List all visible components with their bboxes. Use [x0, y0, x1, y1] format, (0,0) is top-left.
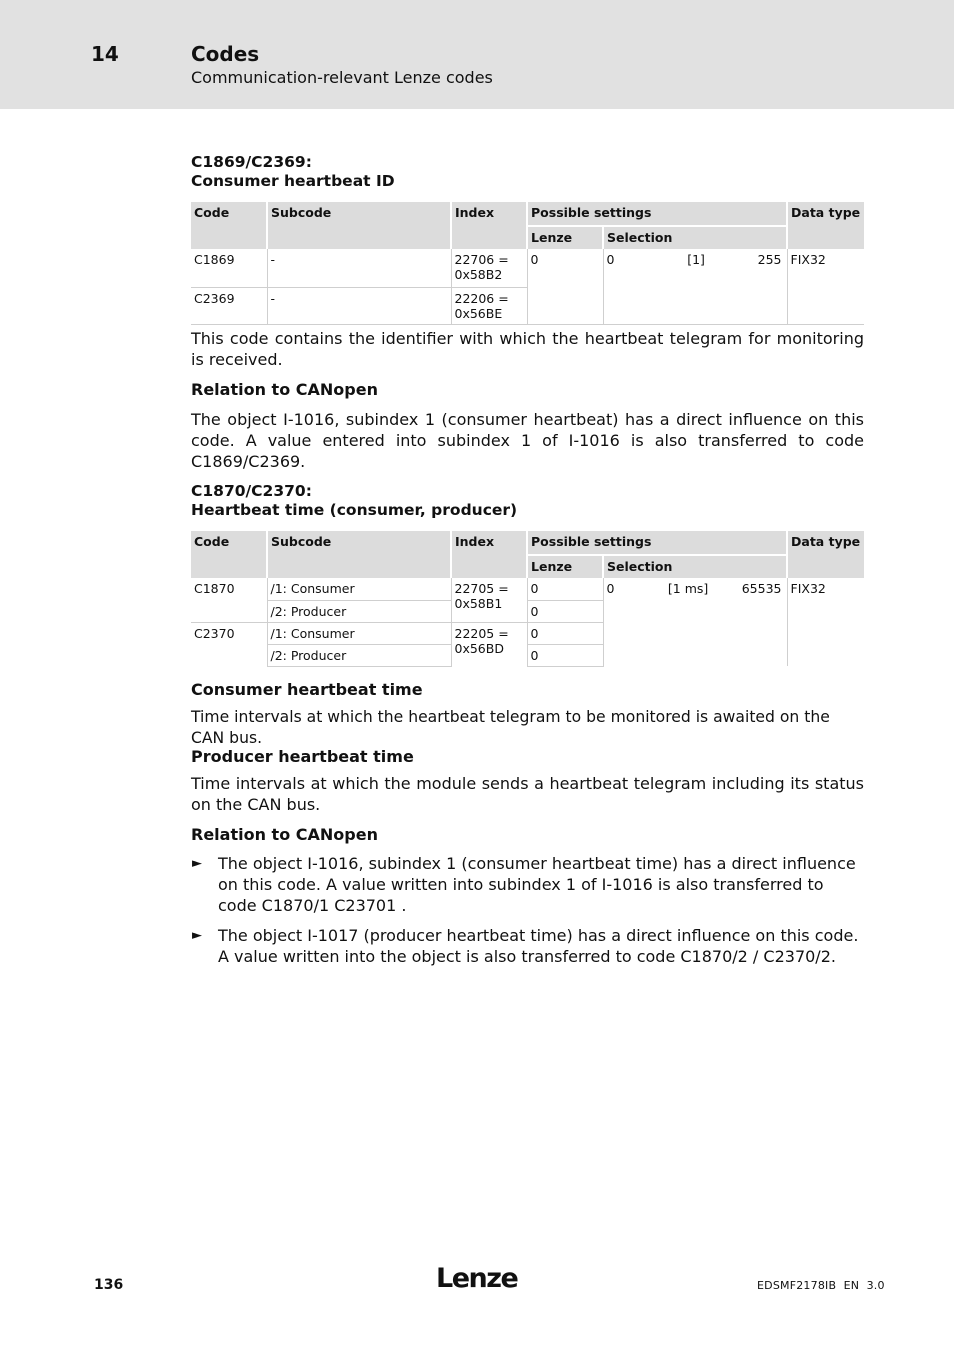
list-item: [191, 853, 864, 916]
section1-table: [191, 202, 864, 325]
table-cell-subcode: /2: Producer: [267, 644, 451, 666]
table-cell-data-type: FIX32: [787, 249, 864, 324]
table-cell-index: 22206 = 0x56BE: [451, 287, 527, 324]
triangle-right-icon: ►: [192, 856, 202, 871]
th-lenze: Lenze: [527, 555, 603, 578]
th-data-type: Data type: [787, 202, 864, 249]
section1-canopen-text: The object I-1016, subindex 1 (consumer heartbeat) has a direct influence on this code. A value entered into subindex 1 of I-1016 is also transferred to code C1869/C2369.: [191, 410, 864, 471]
consumer-text: Time intervals at which the heartbeat telegram to be monitored is awaited on the CAN bus.: [191, 708, 830, 747]
producer-heading: Producer heartbeat time: [191, 747, 414, 766]
selection-step: [1 ms]: [667, 581, 709, 596]
document-id: EDSMF2178IB EN 3.0: [757, 1279, 885, 1292]
table-cell-lenze: 0: [527, 644, 603, 666]
selection-max: 255: [757, 252, 782, 267]
section1-title-code: C1869/C2369:: [191, 153, 312, 171]
section2-table: [191, 531, 864, 667]
table-cell-selection: [603, 249, 787, 324]
header-band: [0, 0, 954, 109]
lenze-logo: Lenze: [436, 1263, 518, 1294]
chapter-number: 14: [91, 42, 119, 66]
consumer-heading: Consumer heartbeat time: [191, 680, 423, 699]
section1-title-name: Consumer heartbeat ID: [191, 172, 395, 190]
table-cell-code: C1870: [194, 581, 235, 596]
canopen-bullet-list: [191, 853, 864, 976]
table-cell-lenze: 0: [527, 578, 603, 600]
table-cell-code: C2369: [191, 287, 267, 324]
table-cell-lenze: 0: [527, 600, 603, 622]
th-possible-settings: Possible settings: [527, 531, 787, 555]
chapter-subtitle: Communication-relevant Lenze codes: [191, 68, 493, 87]
th-index: Index: [451, 531, 527, 578]
section2-title-code: C1870/C2370:: [191, 482, 312, 500]
page-number: 136: [94, 1277, 124, 1293]
table-cell-lenze: 0: [527, 622, 603, 644]
table-cell-code: C2370: [191, 622, 267, 666]
th-possible-settings: Possible settings: [527, 202, 787, 226]
th-subcode: Subcode: [267, 202, 451, 249]
section1-canopen-heading: Relation to CANopen: [191, 380, 378, 399]
triangle-right-icon: ►: [192, 928, 202, 943]
section2-title: [191, 482, 864, 520]
th-selection: Selection: [603, 226, 787, 249]
selection-max: 65535: [741, 581, 782, 596]
th-code: Code: [191, 531, 267, 578]
table-cell-code: C1869: [191, 249, 267, 287]
table-cell-subcode: /1: Consumer: [267, 578, 451, 600]
th-index: Index: [451, 202, 527, 249]
th-subcode: Subcode: [267, 531, 451, 578]
th-selection: Selection: [603, 555, 787, 578]
section1-description: This code contains the identifier with which the heartbeat telegram for monitoring is received.: [191, 329, 864, 369]
bullet-text: The object I-1016, subindex 1 (consumer heartbeat time) has a direct influence on this code. A value written into subindex 1 of I-1016 is also transferred to code C1870/1 C23701 .: [218, 854, 856, 915]
table-cell-subcode: -: [267, 287, 451, 324]
th-data-type: Data type: [787, 531, 864, 578]
selection-min: 0: [606, 252, 615, 267]
table-cell-subcode: /2: Producer: [267, 600, 451, 622]
selection-min: 0: [606, 581, 615, 596]
table-cell-data-type: FIX32: [787, 578, 864, 666]
table-cell-selection: [603, 578, 787, 666]
table-cell-index: 22705 = 0x58B1: [451, 578, 527, 622]
selection-step: [1]: [687, 252, 705, 267]
section2-title-name: Heartbeat time (consumer, producer): [191, 501, 518, 519]
table-cell-index: 22706 = 0x58B2: [451, 249, 527, 287]
producer-text: Time intervals at which the module sends a heartbeat telegram including its status on the CAN bus.: [191, 774, 864, 814]
th-lenze: Lenze: [527, 226, 603, 249]
th-code: Code: [191, 202, 267, 249]
table-cell-index: 22205 = 0x56BD: [451, 622, 527, 666]
bullet-text: The object I-1017 (producer heartbeat time) has a direct influence on this code. A value written into the object is also transferred to code C1870/2 / C2370/2.: [218, 926, 859, 966]
table-cell-subcode: -: [267, 249, 451, 287]
section2-canopen-heading: Relation to CANopen: [191, 825, 378, 844]
table-cell-subcode: /1: Consumer: [267, 622, 451, 644]
table-cell-lenze: 0: [527, 249, 603, 324]
section1-title: [191, 153, 864, 191]
chapter-title: Codes: [191, 42, 260, 66]
list-item: [191, 925, 864, 967]
